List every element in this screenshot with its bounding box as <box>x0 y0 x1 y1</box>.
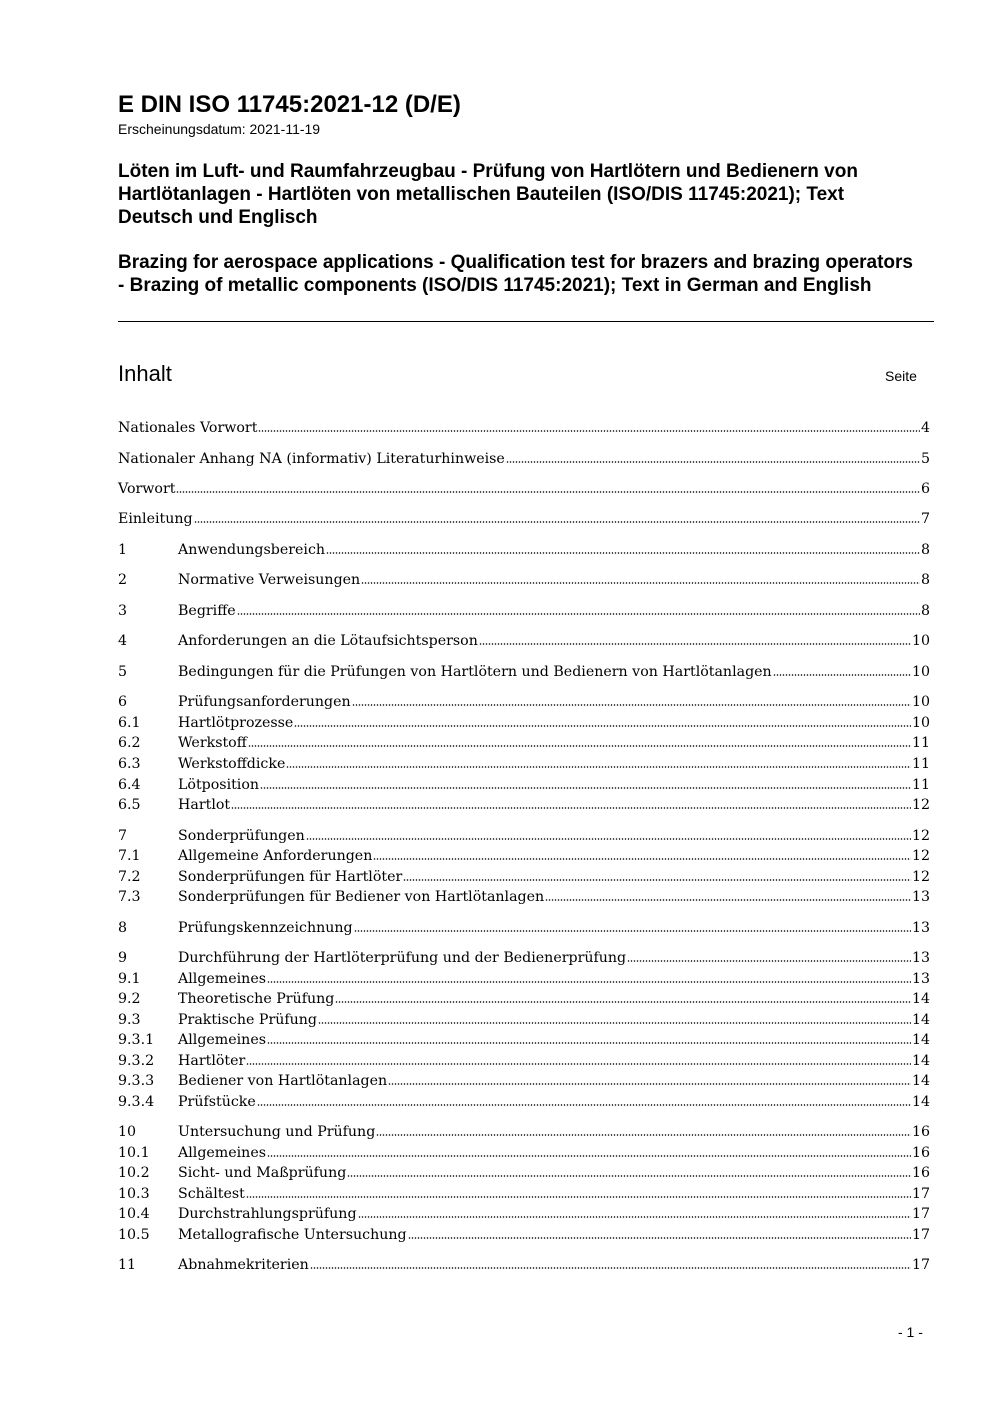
toc-entry-title: Bediener von Hartlötanlagen <box>178 1073 388 1089</box>
toc-entry-title: Hartlöter <box>178 1053 246 1069</box>
toc-entry[interactable] <box>118 989 930 1009</box>
toc-entry[interactable] <box>118 692 930 712</box>
toc-entry-number: 9.2 <box>118 991 141 1007</box>
toc-entry-page: 12 <box>911 869 930 885</box>
toc-entry-page: 12 <box>911 797 930 813</box>
toc-leader-dots <box>352 703 911 707</box>
toc-entry-number: 6.3 <box>118 756 141 772</box>
toc-leader-dots <box>258 429 920 433</box>
toc-leader-dots <box>286 765 911 769</box>
toc-entry[interactable] <box>118 795 930 815</box>
toc-entry-title: Hartlot <box>178 797 231 813</box>
toc-entry-number: 10.3 <box>118 1186 150 1202</box>
toc-entry-title: Vorwort <box>118 481 176 497</box>
toc-leader-dots <box>376 1133 911 1137</box>
toc-leader-dots <box>773 673 911 677</box>
document-id: E DIN ISO 11745:2021-12 (D/E) <box>118 91 461 118</box>
toc-entry-title: Anwendungsbereich <box>178 542 326 558</box>
toc-entry-number: 8 <box>118 920 128 936</box>
toc-entry-title: Anforderungen an die Lötaufsichtsperson <box>178 633 478 649</box>
toc-entry[interactable] <box>118 969 930 989</box>
toc-entry[interactable] <box>118 867 930 887</box>
toc-entry-page: 13 <box>911 950 930 966</box>
toc-entry-number: 10.5 <box>118 1227 150 1243</box>
toc-entry-number: 3 <box>118 603 128 619</box>
toc-entry-title: Abnahmekriterien <box>178 1257 309 1273</box>
toc-entry-page: 10 <box>911 715 930 731</box>
toc-entry-page: 16 <box>911 1124 930 1140</box>
toc-entry-page: 13 <box>911 889 930 905</box>
toc-leader-dots <box>388 1082 911 1086</box>
toc-leader-dots <box>403 878 911 882</box>
toc-entry[interactable] <box>118 887 930 907</box>
toc-entry[interactable] <box>118 754 930 774</box>
toc-entry-number: 6.5 <box>118 797 141 813</box>
toc-entry[interactable] <box>118 713 930 733</box>
toc-entry[interactable] <box>118 1122 930 1142</box>
toc-leader-dots <box>373 857 911 861</box>
toc-leader-dots <box>347 1174 911 1178</box>
toc-entry-page: 8 <box>920 542 930 558</box>
publication-date: Erscheinungsdatum: 2021-11-19 <box>118 121 321 137</box>
toc-entry[interactable] <box>118 1092 930 1112</box>
toc-entry[interactable] <box>118 733 930 753</box>
toc-leader-dots <box>257 1103 911 1107</box>
toc-leader-dots <box>408 1236 911 1240</box>
toc-entry[interactable] <box>118 918 930 938</box>
toc-entry[interactable] <box>118 846 930 866</box>
toc-entry-page: 17 <box>911 1227 930 1243</box>
toc-entry-page: 10 <box>911 664 930 680</box>
toc-entry[interactable] <box>118 1010 930 1030</box>
toc-leader-dots <box>506 460 920 464</box>
toc-entry-number: 10.1 <box>118 1145 150 1161</box>
toc-entry[interactable] <box>118 1143 930 1163</box>
toc-entry-title: Einleitung <box>118 511 193 527</box>
toc-entry-title: Allgemeine Anforderungen <box>178 848 373 864</box>
title-divider <box>118 321 934 322</box>
toc-entry[interactable] <box>118 948 930 968</box>
toc-entry-page: 12 <box>911 848 930 864</box>
toc-leader-dots <box>326 551 920 555</box>
toc-leader-dots <box>231 806 911 810</box>
toc-entry-number: 7.2 <box>118 869 141 885</box>
toc-entry-title: Sonderprüfungen <box>178 828 305 844</box>
toc-entry-number: 4 <box>118 633 128 649</box>
toc-leader-dots <box>335 1000 911 1004</box>
toc-entry-title: Normative Verweisungen <box>178 572 361 588</box>
toc-entry-number: 1 <box>118 542 128 558</box>
toc-entry-page: 11 <box>911 777 930 793</box>
toc-entry-number: 9.3 <box>118 1012 141 1028</box>
toc-entry[interactable] <box>118 1184 930 1204</box>
toc-entry-number: 7.3 <box>118 889 141 905</box>
title-german: Löten im Luft- und Raumfahrzeugbau - Prüfung von Hartlötern und Bedienern von Hartlötanlagen - Hartlöten von metallischen Bauteilen (ISO/DIS 11745:2021); Text Deutsch und Englisch <box>118 161 858 228</box>
toc-entry[interactable] <box>118 479 930 499</box>
toc-entry-number: 7 <box>118 828 128 844</box>
toc-entry-page: 14 <box>911 1073 930 1089</box>
toc-leader-dots <box>237 612 920 616</box>
toc-entry-title: Untersuchung und Prüfung <box>178 1124 376 1140</box>
toc-entry[interactable] <box>118 826 930 846</box>
toc-leader-dots <box>267 980 911 984</box>
toc-entry-title: Prüfstücke <box>178 1094 256 1110</box>
page-column-label: Seite <box>885 368 917 384</box>
toc-entry-page: 17 <box>911 1206 930 1222</box>
toc-entry[interactable] <box>118 1204 930 1224</box>
toc-entry[interactable] <box>118 418 930 438</box>
toc-entry-number: 9.3.3 <box>118 1073 155 1089</box>
toc-entry-number: 7.1 <box>118 848 141 864</box>
toc-entry[interactable] <box>118 1071 930 1091</box>
toc-entry-title: Sonderprüfungen für Hartlöter <box>178 869 403 885</box>
title-english: Brazing for aerospace applications - Qualification test for brazers and brazing operators - Brazing of metallic components (ISO/DIS 11745:2021); Text in German and English <box>118 252 914 296</box>
toc-entry-number: 10.2 <box>118 1165 150 1181</box>
toc-entry-page: 10 <box>911 633 930 649</box>
toc-entry-title: Theoretische Prüfung <box>178 991 335 1007</box>
toc-entry-title: Bedingungen für die Prüfungen von Hartlötern und Bedienern von Hartlötanlagen <box>178 664 772 680</box>
toc-entry-title: Nationaler Anhang NA (informativ) Literaturhinweise <box>118 451 505 467</box>
toc-entry[interactable] <box>118 540 930 560</box>
toc-entry-number: 10.4 <box>118 1206 150 1222</box>
toc-leader-dots <box>479 642 911 646</box>
toc-entry-title: Allgemeines <box>178 971 266 987</box>
toc-entry-title: Allgemeines <box>178 1145 266 1161</box>
toc-entry-title: Lötposition <box>178 777 260 793</box>
toc-entry-page: 16 <box>911 1145 930 1161</box>
toc-entry-title: Durchführung der Hartlöterprüfung und der Bedienerprüfung <box>178 950 627 966</box>
toc-leader-dots <box>267 1041 911 1045</box>
toc-leader-dots <box>358 1215 911 1219</box>
toc-entry-number: 2 <box>118 572 128 588</box>
toc-entry[interactable] <box>118 775 930 795</box>
toc-entry[interactable] <box>118 1255 930 1275</box>
toc-leader-dots <box>318 1021 911 1025</box>
toc-entry-title: Werkstoff <box>178 735 247 751</box>
toc-entry-page: 11 <box>911 756 930 772</box>
toc-entry-page: 17 <box>911 1257 930 1273</box>
toc-leader-dots <box>306 837 911 841</box>
toc-entry-number: 9.3.4 <box>118 1094 155 1110</box>
toc-entry[interactable] <box>118 449 930 469</box>
toc-leader-dots <box>354 929 911 933</box>
toc-entry-title: Prüfungsanforderungen <box>178 694 351 710</box>
toc-entry-page: 14 <box>911 1094 930 1110</box>
toc-entry-page: 6 <box>920 481 930 497</box>
toc-entry-page: 17 <box>911 1186 930 1202</box>
toc-entry-page: 14 <box>911 1032 930 1048</box>
toc-leader-dots <box>260 786 911 790</box>
toc-entry-title: Hartlötprozesse <box>178 715 294 731</box>
toc-entry-page: 14 <box>911 991 930 1007</box>
toc-entry-number: 6.1 <box>118 715 141 731</box>
toc-entry-title: Nationales Vorwort <box>118 420 258 436</box>
toc-entry-title: Begriffe <box>178 603 236 619</box>
toc-entry-number: 11 <box>118 1257 137 1273</box>
toc-entry-page: 14 <box>911 1053 930 1069</box>
toc-entry-page: 4 <box>920 420 930 436</box>
toc-leader-dots <box>246 1062 911 1066</box>
toc-entry-number: 9.1 <box>118 971 141 987</box>
toc-entry-page: 13 <box>911 920 930 936</box>
toc-leader-dots <box>310 1266 911 1270</box>
toc-entry-number: 6.2 <box>118 735 141 751</box>
toc-entry-page: 11 <box>911 735 930 751</box>
toc-entry-page: 7 <box>920 511 930 527</box>
toc-entry-title: Sicht- und Maßprüfung <box>178 1165 347 1181</box>
toc-entry-page: 8 <box>920 572 930 588</box>
toc-leader-dots <box>267 1154 911 1158</box>
toc-entry[interactable] <box>118 570 930 590</box>
toc-leader-dots <box>194 520 920 524</box>
toc-entry-number: 5 <box>118 664 128 680</box>
toc-entry-page: 16 <box>911 1165 930 1181</box>
toc-entry-page: 12 <box>911 828 930 844</box>
toc-entry-title: Durchstrahlungsprüfung <box>178 1206 357 1222</box>
toc-entry[interactable] <box>118 662 930 682</box>
toc-entry-title: Allgemeines <box>178 1032 266 1048</box>
toc-leader-dots <box>248 744 911 748</box>
toc-entry-number: 9 <box>118 950 128 966</box>
toc-entry[interactable] <box>118 1051 930 1071</box>
toc-entry-title: Praktische Prüfung <box>178 1012 317 1028</box>
toc-entry[interactable] <box>118 631 930 651</box>
toc-entry[interactable] <box>118 1030 930 1050</box>
toc-entry-page: 14 <box>911 1012 930 1028</box>
page-number: - 1 - <box>898 1324 923 1340</box>
toc-entry-title: Prüfungskennzeichnung <box>178 920 353 936</box>
toc-leader-dots <box>176 490 920 494</box>
toc-leader-dots <box>246 1195 911 1199</box>
toc-entry-number: 10 <box>118 1124 137 1140</box>
toc-entry[interactable] <box>118 601 930 621</box>
toc-entry-number: 9.3.1 <box>118 1032 155 1048</box>
toc-leader-dots <box>294 724 911 728</box>
toc-entry-title: Schältest <box>178 1186 245 1202</box>
toc-entry-number: 6.4 <box>118 777 141 793</box>
toc-entry-title: Sonderprüfungen für Bediener von Hartlötanlagen <box>178 889 545 905</box>
toc-entry-page: 8 <box>920 603 930 619</box>
toc-entry[interactable] <box>118 1163 930 1183</box>
toc-entry-title: Werkstoffdicke <box>178 756 286 772</box>
toc-entry[interactable] <box>118 1225 930 1245</box>
toc-entry[interactable] <box>118 509 930 529</box>
toc-entry-number: 9.3.2 <box>118 1053 155 1069</box>
toc-entry-page: 5 <box>920 451 930 467</box>
toc-entry-title: Metallografische Untersuchung <box>178 1227 407 1243</box>
toc-leader-dots <box>545 898 911 902</box>
toc-leader-dots <box>627 959 911 963</box>
toc-entry-number: 6 <box>118 694 128 710</box>
contents-heading: Inhalt <box>118 361 172 386</box>
toc-leader-dots <box>361 581 920 585</box>
toc-entry-page: 13 <box>911 971 930 987</box>
toc-entry-page: 10 <box>911 694 930 710</box>
